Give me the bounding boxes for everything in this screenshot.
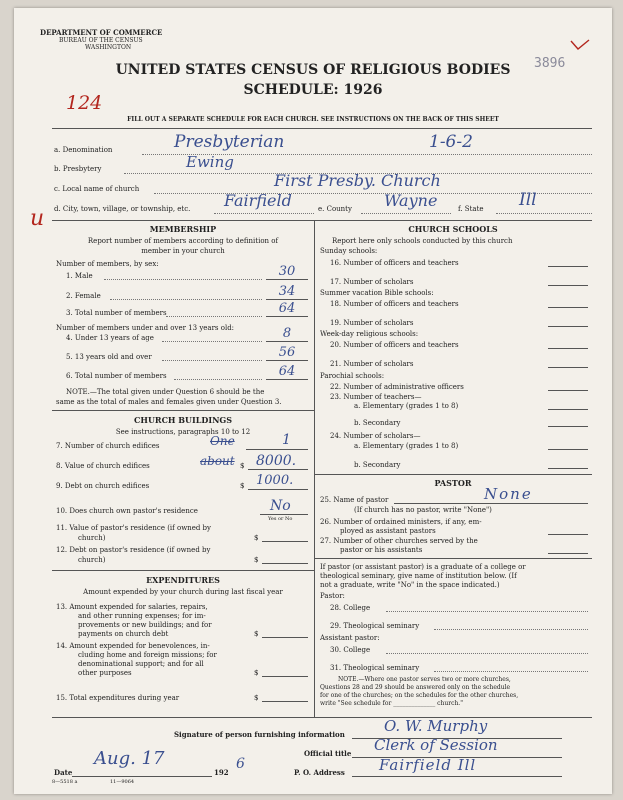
graduate-note-3: not a graduate, write "No" in the space indicated.) [320, 581, 500, 589]
q23a-label: a. Elementary (grades 1 to 8) [354, 402, 459, 410]
q12-label-2: church) [78, 556, 106, 564]
pastor-note-2: Questions 28 and 29 should be answered only on the schedule [320, 684, 511, 691]
q12-label-1: 12. Debt on pastor's residence (if owned by [56, 546, 211, 554]
q29-label: 29. Theological seminary [330, 622, 420, 630]
expenditures-title: EXPENDITURES [146, 575, 220, 585]
margin-mark: u [30, 206, 45, 231]
city-label: d. City, town, village, or township, etc. [54, 205, 191, 213]
q24b-label: b. Secondary [354, 461, 401, 469]
q13-line-3: provements or new buildings; and for [78, 621, 212, 629]
by-sex-heading: Number of members, by sex: [56, 260, 159, 268]
q1-value: 30 [278, 264, 296, 279]
state-label: f. State [458, 205, 484, 213]
q30-label: 30. College [330, 646, 371, 654]
schools-title: CHURCH SCHOOLS [408, 224, 498, 234]
q5-value: 56 [278, 345, 296, 360]
q1-label: 1. Male [66, 272, 93, 280]
q27-label-1: 27. Number of other churches served by the [320, 537, 478, 545]
q19-label: 19. Number of scholars [330, 319, 414, 327]
q7-struck-value: One [210, 434, 235, 448]
schools-intro: Report here only schools conducted by this church [332, 237, 513, 245]
local-name-value: First Presby. Church [274, 171, 441, 190]
membership-title: MEMBERSHIP [149, 224, 217, 234]
yes-no-hint: Yes or No [268, 516, 293, 522]
q20-label: 20. Number of officers and teachers [330, 341, 459, 349]
state-value: Ill [519, 190, 537, 210]
q26-label-2: ployed as assistant pastors [340, 527, 436, 535]
q25-note: (If church has no pastor, write "None") [354, 506, 492, 514]
q13-line-2: and other running expenses; for im- [78, 612, 206, 620]
bureau-name: BUREAU OF THE CENSUS [59, 37, 143, 44]
q22-label: 22. Number of administrative officers [330, 383, 464, 391]
membership-intro-1: Report number of members according to definition of [87, 237, 279, 245]
q9-label: 9. Debt on church edifices [56, 482, 150, 490]
weekday-heading: Week-day religious schools: [320, 330, 419, 338]
signature-value: O. W. Murphy [384, 717, 488, 735]
sheet-number: 124 [66, 92, 103, 114]
city-value: Fairfield [224, 191, 292, 210]
parochial-heading: Parochial schools: [320, 372, 385, 380]
form-subtitle: SCHEDULE: 1926 [243, 82, 383, 98]
dept-name: DEPARTMENT OF COMMERCE [40, 28, 163, 37]
summer-heading: Summer vacation Bible schools: [320, 289, 434, 297]
pastor-note-4: write "See schedule for ______________ church." [320, 700, 463, 707]
age-heading: Number of members under and over 13 years old: [56, 324, 235, 332]
stamp-number: 3896 [534, 56, 566, 71]
q6-label: 6. Total number of members [66, 372, 167, 380]
sunday-heading: Sunday schools: [320, 247, 378, 255]
q13-dollar: $ [254, 630, 259, 638]
q7-label: 7. Number of church edifices [56, 442, 160, 450]
q15-label: 15. Total expenditures during year [56, 694, 180, 702]
po-address-value: Fairfield Ill [379, 756, 477, 774]
q9-dollar: $ [240, 482, 245, 490]
presbytery-label: b. Presbytery [54, 165, 102, 173]
assistant-subheading: Assistant pastor: [320, 634, 380, 642]
q24a-label: a. Elementary (grades 1 to 8) [354, 442, 459, 450]
q25-label: 25. Name of pastor [320, 496, 389, 504]
q21-label: 21. Number of scholars [330, 360, 414, 368]
signature-label: Signature of person furnishing information [174, 730, 345, 739]
q14-line-4: other purposes [78, 669, 132, 677]
denomination-label: a. Denomination [54, 146, 113, 154]
q14-line-2: cluding home and foreign missions; for [78, 651, 217, 659]
official-title-value: Clerk of Session [374, 736, 498, 754]
q12-dollar: $ [254, 556, 259, 564]
denomination-value: Presbyterian [174, 132, 285, 152]
q5-label: 5. 13 years old and over [66, 353, 152, 361]
q4-label: 4. Under 13 years of age [66, 334, 154, 342]
expenditures-sub: Amount expended by your church during last fiscal year [83, 588, 283, 596]
q25-value: None [484, 485, 533, 503]
graduate-note-1: If pastor (or assistant pastor) is a graduate of a college or [320, 563, 526, 571]
q27-label-2: pastor or his assistants [340, 546, 423, 554]
q10-value: No [270, 498, 291, 514]
presbytery-value: Ewing [186, 153, 234, 171]
q13-line-4: payments on church debt [78, 630, 169, 638]
q23b-label: b. Secondary [354, 419, 401, 427]
local-name-label: c. Local name of church [54, 185, 140, 193]
po-address-label: P. O. Address [294, 768, 345, 777]
q2-value: 34 [278, 284, 296, 299]
form-number: 8—5518 a [52, 779, 78, 785]
date-label: Date [54, 768, 73, 777]
bureau-city: WASHINGTON [85, 44, 132, 51]
q26-label-1: 26. Number of ordained ministers, if any, em- [320, 518, 482, 526]
pastor-subheading: Pastor: [320, 592, 345, 600]
q31-label: 31. Theological seminary [330, 664, 420, 672]
buildings-sub: See instructions, paragraphs 10 to 12 [115, 428, 251, 436]
pastor-note-3: for one of the churches; on the schedules for the other churches, [320, 692, 519, 699]
pastor-title: PASTOR [434, 478, 472, 488]
q11-label-2: church) [78, 534, 106, 542]
county-value: Wayne [384, 191, 438, 210]
county-label: e. County [318, 205, 352, 213]
denomination-code: 1-6-2 [429, 132, 473, 152]
q18-label: 18. Number of officers and teachers [330, 300, 459, 308]
official-title-label: Official title [304, 749, 352, 758]
year-suffix: 6 [236, 756, 245, 772]
check-mark-icon [569, 38, 591, 52]
membership-intro-2: member in your church [141, 247, 225, 255]
buildings-title: CHURCH BUILDINGS [134, 415, 232, 425]
q9-value: 1000. [256, 473, 294, 488]
print-number: 11—9064 [110, 779, 135, 785]
membership-note-2: same as the total of males and females given under Question 3. [56, 398, 282, 406]
q3-label: 3. Total number of members [66, 309, 167, 317]
q10-label: 10. Does church own pastor's residence [56, 507, 198, 515]
date-value: Aug. 17 [94, 748, 165, 769]
q8-value: 8000. [256, 453, 297, 469]
graduate-note-2: theological seminary, give name of institution below. (If [320, 572, 517, 580]
q15-dollar: $ [254, 694, 259, 702]
q14-dollar: $ [254, 669, 259, 677]
q4-value: 8 [282, 326, 292, 341]
q8-struck-value: about [200, 454, 235, 468]
q13-line-1: 13. Amount expended for salaries, repairs, [56, 603, 208, 611]
q11-dollar: $ [254, 534, 259, 542]
q7-value: 1 [282, 432, 291, 448]
q3-value: 64 [278, 301, 296, 316]
q16-label: 16. Number of officers and teachers [330, 259, 459, 267]
pastor-note-1: NOTE.—Where one pastor serves two or more churches, [338, 676, 511, 683]
q23-label: 23. Number of teachers— [330, 393, 422, 401]
q6-value: 64 [278, 364, 296, 379]
census-schedule-sheet [14, 8, 612, 794]
q14-line-1: 14. Amount expended for benevolences, in- [56, 642, 210, 650]
form-instruction: FILL OUT A SEPARATE SCHEDULE FOR EACH CHURCH. SEE INSTRUCTIONS ON THE BACK OF THIS SHEET [127, 116, 499, 123]
q11-label-1: 11. Value of pastor's residence (if owned by [56, 524, 211, 532]
q8-dollar: $ [240, 462, 245, 470]
year-prefix: 192 [214, 768, 229, 777]
q17-label: 17. Number of scholars [330, 278, 414, 286]
membership-note-1: NOTE.—The total given under Question 6 should be the [66, 388, 265, 396]
q8-label: 8. Value of church edifices [56, 462, 150, 470]
form-title: UNITED STATES CENSUS OF RELIGIOUS BODIES [115, 62, 511, 78]
q28-label: 28. College [330, 604, 371, 612]
q24-label: 24. Number of scholars— [330, 432, 421, 440]
q14-line-3: denominational support; and for all [78, 660, 204, 668]
q2-label: 2. Female [66, 292, 101, 300]
